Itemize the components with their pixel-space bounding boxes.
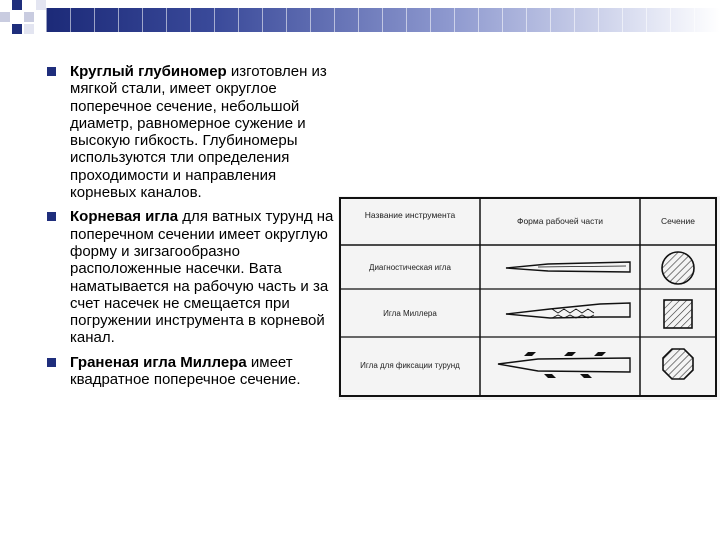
item-text: для ватных турунд на поперечном сечении имеет округлую форму и зигзагообразно расположенные насечки. Вата наматывается на рабочую часть и за счет насечек не смещается при погружении инструмента в корневой канал. xyxy=(70,208,334,347)
circle-section-icon xyxy=(662,252,694,284)
item-term: Граненая игла Миллера xyxy=(70,353,247,371)
square-bullet-icon xyxy=(47,212,56,221)
header-band-grid xyxy=(46,8,720,32)
row-name: Игла для фиксации турунд xyxy=(360,361,460,370)
header-name-line: Название инструмента xyxy=(364,210,456,220)
item-text: имеет квадратное поперечное сечение. xyxy=(70,353,301,389)
header-name xyxy=(365,210,456,220)
row-name: Диагностическая игла xyxy=(369,263,451,272)
octagon-section-icon xyxy=(663,349,693,379)
list-item xyxy=(46,63,336,201)
row-name: Игла Миллера xyxy=(383,309,437,318)
item-term: Круглый глубиномер xyxy=(70,63,227,80)
corner-square xyxy=(12,24,22,34)
bullet-list xyxy=(46,63,336,395)
corner-square xyxy=(24,12,34,22)
corner-square xyxy=(12,0,22,10)
header-section: Сечение xyxy=(661,216,695,226)
corner-square xyxy=(24,24,34,34)
square-bullet-icon xyxy=(47,358,56,367)
item-term: Корневая игла xyxy=(70,208,179,226)
instrument-table-svg xyxy=(338,196,720,400)
square-section-icon xyxy=(664,300,692,328)
list-item xyxy=(46,354,336,389)
list-item xyxy=(46,208,336,346)
corner-square xyxy=(0,12,10,22)
corner-square xyxy=(36,0,46,10)
square-bullet-icon xyxy=(47,67,56,76)
instrument-table-figure xyxy=(338,196,720,400)
header-form: Форма рабочей части xyxy=(516,216,604,226)
item-text: изготовлен из мягкой стали, имеет округлое поперечное сечение, небольшой диаметр, равномерное сужение и высокую гибкость. Глубиномеры используются тли определения проходимости и направления корневых каналов. xyxy=(70,63,327,202)
